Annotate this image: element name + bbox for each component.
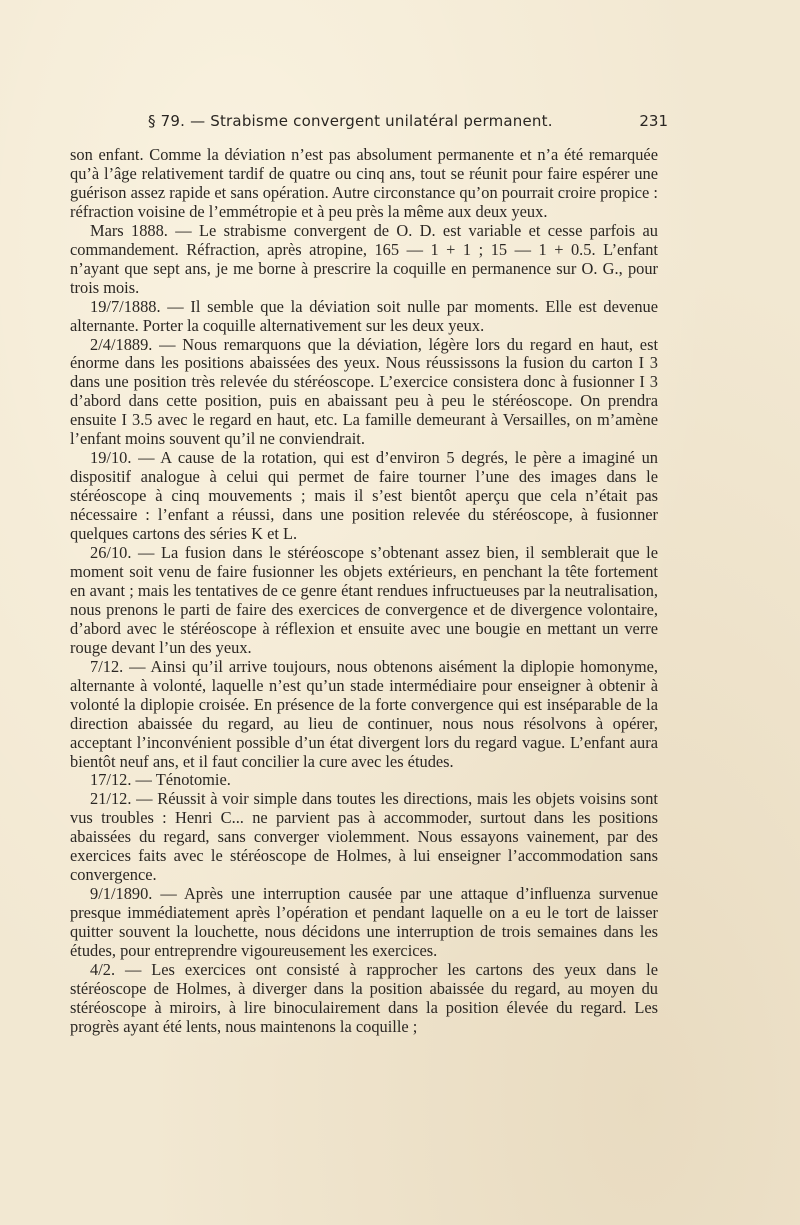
body-text (70, 146, 658, 1037)
page-number: 231 (639, 112, 668, 130)
paragraph: 9/1/1890. — Après une interruption causée par une attaque d’influenza survenue presque immédiatement après l’opération et pendant laquelle on a eu le tort de laisser quitter souvent la louchette, nous décidons une interruption de trois semaines dans les études, pour entreprendre vigoureusement les exercices. (70, 884, 658, 961)
section-title: § 79. — Strabisme convergent unilatéral permanent. (148, 112, 553, 130)
paragraph: 19/7/1888. — Il semble que la déviation soit nulle par moments. Elle est devenue alternante. Porter la coquille alternativement sur les deux yeux. (70, 296, 658, 335)
running-header (0, 108, 800, 138)
paragraph: 19/10. — A cause de la rotation, qui est d’environ 5 degrés, le père a imaginé un dispositif analogue à celui qui permet de faire tourner l’une des images dans le stéréoscope à cinq mouvements ; mais il s’est bientôt aperçu que cela n’était pas nécessaire : l’enfant a réussi, dans une position relevée du stéréoscope, à fusionner quelques cartons des séries K et L. (70, 448, 658, 544)
paragraph: 7/12. — Ainsi qu’il arrive toujours, nous obtenons aisément la diplopie homonyme, alternante à volonté, laquelle n’est qu’un stade intermédiaire pour enseigner à obtenir à volonté la diplopie croisée. En présence de la forte convergence qui est inséparable de la direction abaissée du regard, au lieu de continuer, nous nous résolvons à opérer, acceptant l’inconvénient possible d’un état divergent lors du regard vague. L’enfant aura bientôt neuf ans, et il faut concilier la cure avec les études. (70, 656, 658, 771)
paragraph: 2/4/1889. — Nous remarquons que la déviation, légère lors du regard en haut, est énorme dans les positions abaissées des yeux. Nous réussissons la fusion du carton I 3 dans une position très relevée du stéréoscope. L’exercice consistera donc à fusionner I 3 d’abord dans cette position, puis en abaissant peu à peu le stéréoscope. On prendra ensuite I 3.5 avec le regard en haut, etc. La famille demeurant à Versailles, on m’amène l’enfant moins souvent qu’il ne conviendrait. (70, 334, 658, 449)
paragraph: 21/12. — Réussit à voir simple dans toutes les directions, mais les objets voisins sont vus troubles : Henri C... ne parvient pas à accommoder, surtout dans les positions abaissées du regard, sans converger violemment. Nous essayons vainement, par des exercices faits avec le stéréoscope de Holmes, à lui enseigner l’accommodation sans convergence. (70, 789, 658, 885)
paragraph: son enfant. Comme la déviation n’est pas absolument permanente et n’a été remarquée qu’à l’âge relativement tardif de quatre ou cinq ans, tout se réunit pour faire espérer une guérison assez rapide et sans opération. Autre circonstance qu’on pourrait croire propice : réfraction voisine de l’emmétropie et à peu près la même aux deux yeux. (70, 145, 658, 221)
paragraph: Mars 1888. — Le strabisme convergent de O. D. est variable et cesse parfois au commandement. Réfraction, après atropine, 165 — 1 + 1 ; 15 — 1 + 0.5. L’enfant n’ayant que sept ans, je me borne à prescrire la coquille en permanence sur O. G., pour trois mois. (70, 220, 658, 297)
paragraph: 26/10. — La fusion dans le stéréoscope s’obtenant assez bien, il semblerait que le moment soit venu de faire fusionner les objets extérieurs, en penchant la tête fortement en avant ; mais les tentatives de ce genre étant rendues infructueuses par la neutralisation, nous prenons le parti de faire des exercices de convergence et de divergence volontaire, d’abord avec le stéréoscope à réflexion et ensuite avec une bougie en mettant un verre rouge devant l’un des yeux. (70, 543, 658, 657)
paragraph: 4/2. — Les exercices ont consisté à rapprocher les cartons des yeux dans le stéréoscope de Holmes, à diverger dans la position abaissée du regard, au moyen du stéréoscope à miroirs, à lire binoculairement dans la position élevée du regard. Les progrès ayant été lents, nous maintenons la coquille ; (70, 959, 658, 1036)
paragraph: 17/12. — Ténotomie. (90, 770, 231, 790)
